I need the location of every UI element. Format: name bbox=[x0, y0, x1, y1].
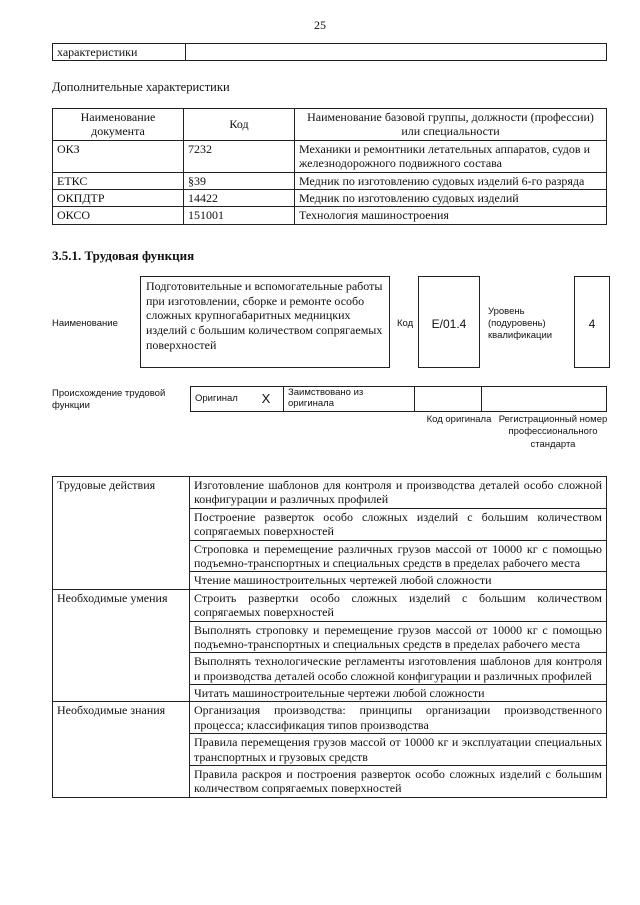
detail-item: Правила перемещения грузов массой от 10000 кг и эксплуатации специальных транспортных и грузовых средств bbox=[190, 734, 607, 766]
origin-table bbox=[190, 386, 607, 412]
original-code-cell bbox=[415, 387, 482, 412]
group-cell: Медник по изготовлению судовых изделий bbox=[295, 189, 607, 206]
qualification-level-label: Уровень (подуровень) квалификации bbox=[488, 306, 553, 341]
doc-cell: ОКЗ bbox=[53, 140, 184, 172]
detail-item: Правила раскроя и построения разверток особо сложных изделий с большим количеством сопрягаемых поверхностей bbox=[190, 766, 607, 798]
registration-number-cell bbox=[482, 387, 607, 412]
page-number: 25 bbox=[314, 18, 326, 32]
table-row bbox=[53, 172, 607, 189]
detail-item: Построение разверток особо сложных изделий с большим количеством сопрягаемых поверхностей bbox=[190, 508, 607, 540]
table-row bbox=[53, 189, 607, 206]
code-cell: 7232 bbox=[184, 140, 295, 172]
detail-item: Выполнять технологические регламенты изготовления шаблонов для контроля и производства деталей особо сложной конфигурации и различных профилей bbox=[190, 653, 607, 685]
function-code-label: Код bbox=[397, 318, 414, 329]
top-table-value bbox=[186, 44, 607, 61]
function-name-box: Подготовительные и вспомогательные работы при изготовлении, сборке и ремонте особо сложных крупногабаритных медницких изделий с большим количеством сопрягаемых поверхностей bbox=[140, 276, 390, 368]
detail-item: Строить развертки особо сложных изделий с большим количеством сопрягаемых поверхностей bbox=[190, 589, 607, 621]
group-cell: Медник по изготовлению судовых изделий 6-го разряда bbox=[295, 172, 607, 189]
code-cell: 151001 bbox=[184, 207, 295, 224]
top-table-label: характеристики bbox=[53, 44, 186, 61]
original-code-caption: Код оригинала bbox=[426, 414, 492, 425]
doc-cell: ОКСО bbox=[53, 207, 184, 224]
detail-item: Читать машиностроительные чертежи любой сложности bbox=[190, 685, 607, 702]
detail-item: Чтение машиностроительных чертежей любой сложности bbox=[190, 572, 607, 589]
table-row bbox=[53, 207, 607, 224]
top-fragment-table bbox=[52, 43, 607, 61]
table-row bbox=[53, 477, 607, 509]
group-cell: Технология машиностроения bbox=[295, 207, 607, 224]
additional-characteristics-title: Дополнительные характеристики bbox=[52, 80, 230, 94]
table-row bbox=[53, 589, 607, 621]
doc-cell: ЕТКС bbox=[53, 172, 184, 189]
category-required-knowledge: Необходимые знания bbox=[53, 702, 190, 797]
detail-item: Изготовление шаблонов для контроля и производства деталей особо сложной конфигурации и различных профилей bbox=[190, 477, 607, 509]
table-header-row bbox=[53, 109, 607, 141]
doc-cell: ОКПДТР bbox=[53, 189, 184, 206]
category-labor-actions: Трудовые действия bbox=[53, 477, 190, 590]
detail-item: Выполнять строповку и перемещение грузов массой от 10000 кг с помощью подъемно-транспортных и специальных средств в пределах рабочего места bbox=[190, 621, 607, 653]
original-mark: X bbox=[249, 387, 284, 412]
borrowed-label: Заимствовано из оригинала bbox=[284, 387, 415, 412]
function-title: 3.5.1. Трудовая функция bbox=[52, 248, 195, 263]
group-cell: Механики и ремонтники летательных аппаратов, судов и железнодорожного подвижного состава bbox=[295, 140, 607, 172]
code-cell: §39 bbox=[184, 172, 295, 189]
function-name-label: Наименование bbox=[52, 318, 118, 329]
detail-item: Организация производства: принципы организации производственного процесса; классификация типов производства bbox=[190, 702, 607, 734]
function-details-table bbox=[52, 476, 607, 798]
category-required-skills: Необходимые умения bbox=[53, 589, 190, 702]
original-label: Оригинал bbox=[191, 387, 250, 412]
additional-characteristics-table bbox=[52, 108, 607, 225]
header-group-name: Наименование базовой группы, должности (профессии) или специальности bbox=[295, 109, 607, 141]
qualification-level-box: 4 bbox=[574, 276, 610, 368]
table-row bbox=[53, 140, 607, 172]
table-row bbox=[53, 702, 607, 734]
code-cell: 14422 bbox=[184, 189, 295, 206]
registration-number-caption: Регистрационный номер профессионального стандарта bbox=[498, 414, 608, 450]
function-code-box: E/01.4 bbox=[418, 276, 480, 368]
detail-item: Строповка и перемещение различных грузов массой от 10000 кг с помощью подъемно-транспортных и специальных средств в пределах рабочего места bbox=[190, 540, 607, 572]
header-doc-name: Наименование документа bbox=[53, 109, 184, 141]
header-code: Код bbox=[184, 109, 295, 141]
origin-label: Происхождение трудовой функции bbox=[52, 388, 166, 411]
